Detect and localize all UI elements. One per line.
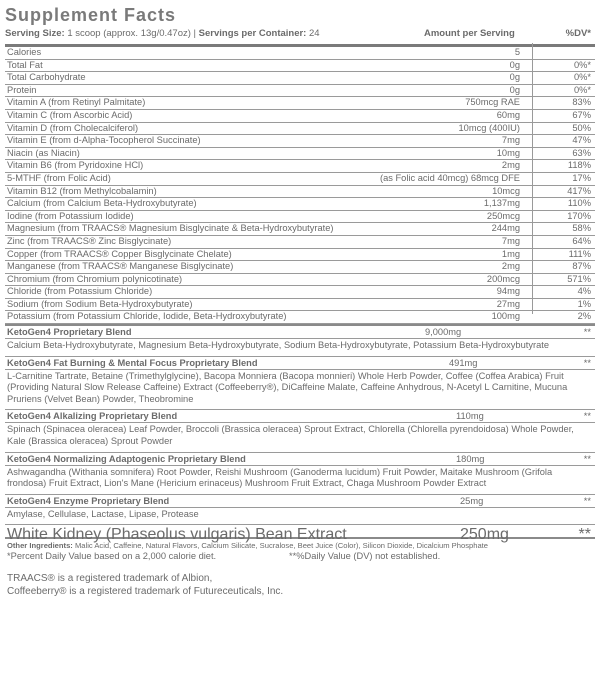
nutrient-dv: 170% [567, 210, 591, 221]
nutrient-name: Magnesium (from TRAACS® Magnesium Bisglycinate & Beta-Hydroxybutyrate) [7, 223, 334, 234]
nutrient-row [5, 186, 595, 199]
blend-name: KetoGen4 Alkalizing Proprietary Blend [7, 411, 178, 422]
nutrient-amount: 2mg [501, 261, 520, 272]
nutrient-name: Chloride (from Potassium Chloride) [7, 286, 153, 297]
nutrient-name: Vitamin C (from Ascorbic Acid) [7, 109, 133, 120]
blend-name: KetoGen4 Proprietary Blend [7, 327, 132, 338]
panel-title: Supplement Facts [5, 5, 177, 25]
blend-dv: ** [583, 453, 591, 464]
nutrient-row [5, 223, 595, 236]
dv-header: %DV* [565, 28, 591, 39]
proprietary-blend [5, 409, 595, 451]
proprietary-blend [5, 452, 595, 494]
nutrient-dv: 0%* [573, 59, 591, 70]
nutrient-row [5, 47, 595, 60]
blend-header [5, 326, 595, 339]
nutrient-name: Niacin (as Niacin) [7, 147, 80, 158]
serving-size-label: Serving Size: [5, 28, 65, 39]
nutrient-row [5, 261, 595, 274]
blend-header [5, 495, 595, 508]
dv-footnote: *Percent Daily Value based on a 2,000 calorie diet. [7, 551, 217, 562]
nutrient-amount: 10mcg [492, 185, 520, 196]
nutrient-row [5, 97, 595, 110]
nutrient-dv: 1% [577, 298, 591, 309]
nutrient-amount: 1mg [501, 248, 520, 259]
proprietary-blend [5, 326, 595, 356]
nutrient-amount: 5 [514, 47, 520, 57]
blend-name: KetoGen4 Enzyme Proprietary Blend [7, 495, 170, 506]
nutrient-row [5, 311, 595, 324]
nutrient-amount: 1,137mg [483, 198, 520, 209]
blend-amount: 491mg [449, 357, 478, 368]
nutrient-name: Zinc (from TRAACS® Zinc Bisglycinate) [7, 235, 172, 246]
nutrient-row [5, 135, 595, 148]
nutrient-name: Vitamin A (from Retinyl Palmitate) [7, 97, 146, 108]
nutrient-amount: 2mg [501, 160, 520, 171]
nutrient-amount: 60mg [496, 109, 520, 120]
nutrient-amount: 100mg [491, 311, 520, 322]
nutrient-dv: 67% [572, 109, 591, 120]
nutrient-amount: (as Folic acid 40mcg) 68mcg DFE [379, 172, 520, 183]
servings-label: Servings per Container: [198, 28, 307, 39]
nutrient-name: Copper (from TRAACS® Copper Bisglycinate Chelate) [7, 248, 232, 259]
nutrient-name: Protein [7, 84, 37, 95]
nutrient-row [5, 299, 595, 312]
nutrient-amount: 750mcg RAE [465, 97, 520, 108]
blend-header [5, 410, 595, 423]
serving-header [5, 28, 595, 42]
extra-ingredient-dv: ** [578, 526, 591, 544]
blend-header [5, 357, 595, 370]
nutrient-dv: 118% [567, 160, 591, 171]
blend-amount: 110mg [456, 411, 484, 422]
nutrient-name: Iodine (from Potassium Iodide) [7, 210, 134, 221]
nutrient-name: Calcium (from Calcium Beta-Hydroxybutyrate) [7, 198, 197, 209]
blend-header [5, 453, 595, 466]
nutrient-dv: 111% [568, 248, 591, 259]
nutrient-row [5, 211, 595, 224]
blend-ingredients: Amylase, Cellulase, Lactase, Lipase, Protease [7, 508, 199, 519]
nutrient-dv: 63% [572, 147, 591, 158]
nutrient-name: Vitamin E (from d-Alpha-Tocopherol Succinate) [7, 135, 201, 146]
nutrient-row [5, 160, 595, 173]
nutrient-row [5, 249, 595, 262]
nutrient-name: Sodium (from Sodium Beta-Hydroxybutyrate) [7, 298, 193, 309]
nutrient-name: Calories [7, 47, 42, 57]
extra-ingredient-amount: 250mg [460, 526, 509, 544]
nutrient-dv: 87% [572, 261, 591, 272]
blend-dv: ** [583, 495, 591, 506]
blend-ingredients: L-Carnitine Tartrate, Betaine (Trimethylglycine), Bacopa Monniera (Bacopa monnieri) Whole Herb Powder, Coffee (Coffea Arabica) Fruit (Providing Natural Slow Release Caffeine) Extract (Coffeeberry®), DiCaffeine Malate, Caffeine Anhydrous, N-Acetyl L Carnitine, Mucuna Pruriens (Velvet Bean) Powder, Theobromine [7, 370, 568, 404]
nutrient-name: Vitamin B12 (from Methylcobalamin) [7, 185, 157, 196]
serving-info [5, 28, 320, 39]
amount-header: Amount per Serving [424, 28, 515, 39]
blend-dv: ** [583, 327, 591, 338]
nutrient-name: Chromium (from Chromium polynicotinate) [7, 273, 183, 284]
nutrient-amount: 0g [509, 59, 520, 70]
blend-ingredients: Spinach (Spinacea oleracea) Leaf Powder, Broccoli (Brassica oleracea) Sprout Extract, Chlorella (Chlorella pyrendoidosa) Whole Powder, Kale (Brassica oleracea) Sprout Powder [7, 424, 574, 447]
nutrient-amount: 250mcg [486, 210, 520, 221]
nutrient-row [5, 236, 595, 249]
other-ingredients-text: Malic Acid, Caffeine, Natural Flavors, Calcium Silicate, Sucralose, Beet Juice (Color), Silicon Dioxide, Dicalcium Phosphate [74, 541, 488, 551]
dv-column-divider [532, 43, 533, 314]
nutrient-amount: 7mg [501, 235, 520, 246]
blend-amount: 25mg [460, 495, 484, 506]
nutrient-name: Vitamin D (from Cholecalciferol) [7, 122, 139, 133]
nutrient-dv: 50% [572, 122, 591, 133]
nutrient-amount: 200mcg [486, 273, 520, 284]
nutrient-dv: 110% [567, 198, 591, 209]
serving-size-value: 1 scoop (approx. 13g/0.47oz) [67, 28, 191, 39]
nutrient-amount: 0g [509, 72, 520, 83]
extra-ingredient-name: White Kidney (Phaseolus vulgaris) Bean Extract [7, 526, 347, 544]
nutrient-dv: 2% [577, 311, 591, 322]
blend-name: KetoGen4 Normalizing Adaptogenic Proprietary Blend [7, 453, 246, 464]
nutrient-row [5, 286, 595, 299]
nutrient-dv: 0%* [573, 84, 591, 95]
nutrient-row [5, 123, 595, 136]
blend-amount: 9,000mg [425, 327, 462, 338]
nutrient-dv: 64% [572, 235, 591, 246]
extra-ingredient-row [5, 524, 595, 544]
nutrient-dv: 571% [567, 273, 591, 284]
nutrient-dv: 17% [572, 172, 591, 183]
nutrient-name: Total Fat [7, 59, 43, 70]
trademark-coffeeberry: Coffeeberry® is a registered trademark of Futureceuticals, Inc. [7, 586, 284, 598]
nutrient-name: Total Carbohydrate [7, 72, 86, 83]
nutrient-row [5, 60, 595, 73]
blend-ingredients: Calcium Beta-Hydroxybutyrate, Magnesium Beta-Hydroxybutyrate, Sodium Beta-Hydroxybutyrate, Potassium Beta-Hydroxybutyrate [7, 340, 550, 351]
nutrient-dv: 0%* [573, 72, 591, 83]
nutrient-table [5, 47, 595, 324]
nutrient-amount: 0g [509, 84, 520, 95]
nutrient-amount: 27mg [496, 298, 520, 309]
nutrient-dv: 58% [572, 223, 591, 234]
supplement-facts-panel [5, 6, 595, 598]
nutrient-dv: 47% [572, 135, 591, 146]
blend-dv: ** [583, 411, 591, 422]
other-ingredients-label: Other Ingredients: [7, 541, 73, 551]
blend-name: KetoGen4 Fat Burning & Mental Focus Proprietary Blend [7, 357, 258, 368]
serving-divider: | [193, 28, 197, 39]
nutrient-amount: 10mcg (400IU) [458, 122, 520, 133]
nutrient-name: Manganese (from TRAACS® Manganese Bisglycinate) [7, 261, 234, 272]
dv-not-established-footnote: **%Daily Value (DV) not established. [289, 551, 441, 562]
proprietary-blend [5, 356, 595, 410]
nutrient-row [5, 72, 595, 85]
nutrient-amount: 10mg [496, 147, 520, 158]
trademark-traacs: TRAACS® is a registered trademark of Albion, [7, 573, 213, 585]
blend-amount: 180mg [456, 453, 485, 464]
nutrient-row [5, 198, 595, 211]
nutrient-amount: 7mg [501, 135, 520, 146]
nutrient-dv: 4% [577, 286, 591, 297]
servings-value: 24 [309, 28, 320, 39]
blend-list [5, 326, 595, 524]
nutrient-row [5, 110, 595, 123]
blend-dv: ** [583, 357, 591, 368]
nutrient-row [5, 274, 595, 287]
nutrient-row [5, 173, 595, 186]
nutrient-amount: 94mg [496, 286, 520, 297]
nutrient-amount: 244mg [491, 223, 520, 234]
nutrient-dv: 83% [572, 97, 591, 108]
dv-footnotes [5, 551, 595, 563]
nutrient-name: 5-MTHF (from Folic Acid) [7, 172, 111, 183]
nutrient-name: Vitamin B6 (from Pyridoxine HCl) [7, 160, 144, 171]
nutrient-name: Potassium (from Potassium Chloride, Iodide, Beta-Hydroxybutyrate) [7, 311, 287, 322]
nutrient-row [5, 85, 595, 98]
blend-ingredients: Ashwagandha (Withania somnifera) Root Powder, Reishi Mushroom (Ganoderma lucidum) Fruit Powder, Maitake Mushroom (Grifola frondosa) Fruit Extract, Lion's Mane (Hericium erinaceus) Mushroom Fruit Extract, Chaga Mushroom Powder Extract [7, 466, 553, 489]
nutrient-row [5, 148, 595, 161]
nutrient-dv: 417% [567, 185, 591, 196]
proprietary-blend [5, 494, 595, 525]
